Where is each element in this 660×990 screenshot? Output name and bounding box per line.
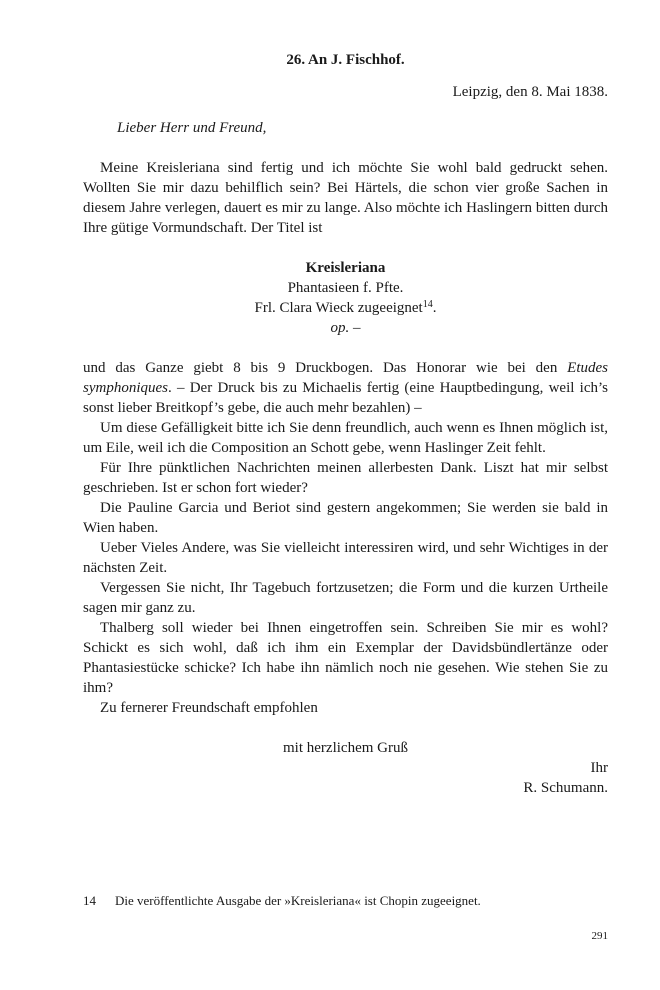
footnote-text: Die veröffentlichte Ausgabe der »Kreisleriana« ist Chopin zugeeignet. (115, 893, 481, 908)
paragraph-2-part-1: und das Ganze giebt 8 bis 9 Druckbogen. Das Honorar wie bei den (83, 360, 568, 376)
salutation: Lieber Herr und Freund, (117, 120, 267, 136)
letter-heading: 26. An J. Fischhof. (286, 52, 405, 68)
page-number: 291 (591, 930, 608, 942)
title-block (83, 258, 608, 338)
paragraph-1: Meine Kreisleriana sind fertig und ich möchte Sie wohl bald gedruckt sehen. Wollten Sie mir dazu behilflich sein? Bei Härtels, die schon vier große Sachen in diesem Jahre verlegen, dauert es mir zu lange. Also möchte ich Haslingern bitten durch Ihre gütige Vormundschaft. Der Titel ist (83, 160, 608, 236)
letter-page (83, 50, 608, 798)
paragraph-2-italic: Etudes symphoniques (83, 360, 608, 396)
paragraph-7: Vergessen Sie nicht, Ihr Tagebuch fortzusetzen; die Form und die kurzen Urtheile sagen mir ganz zu. (83, 580, 608, 616)
dateline: Leipzig, den 8. Mai 1838. (452, 84, 608, 100)
signature-name: R. Schumann. (523, 780, 608, 796)
paragraph-6: Ueber Vieles Andere, was Sie vielleicht interessiren wird, und sehr Wichtiges in der nächsten Zeit. (83, 540, 608, 576)
title-line-1: Kreisleriana (305, 260, 386, 276)
title-line-3-end: . (432, 300, 437, 316)
paragraph-5: Die Pauline Garcia und Beriot sind gestern angekommen; Sie werden sie bald in Wien haben. (83, 500, 608, 536)
paragraph-4: Für Ihre pünktlichen Nachrichten meinen allerbesten Dank. Liszt hat mir selbst geschrieben. Ist er schon fort wieder? (83, 460, 608, 496)
title-line-3 (83, 298, 608, 318)
signature-ihr: Ihr (590, 760, 608, 776)
paragraph-2-part-2: . – Der Druck bis zu Michaelis fertig (eine Hauptbedingung, weil ich’s sonst lieber Breitkopf’s gebe, die auch mehr bezahlen) – (83, 380, 608, 416)
paragraph-3: Um diese Gefälligkeit bitte ich Sie denn freundlich, auch wenn es Ihnen möglich ist, um Eile, weil ich die Composition an Schott gebe, wenn Haslinger Zeit fehlt. (83, 420, 608, 456)
closing-line: mit herzlichem Gruß (283, 740, 408, 756)
paragraph-8: Thalberg soll wieder bei Ihnen eingetroffen sein. Schreiben Sie mir es wohl? Schickt es sich wohl, daß ich ihm ein Exemplar der Davidsbündlertänze oder Phantasiestücke schicke? Ich habe ihn nämlich noch nie gesehen. Wie stehen Sie zu ihm? (83, 620, 608, 696)
footnote-number: 14 (83, 893, 96, 908)
title-line-3-text: Frl. Clara Wieck zugeeignet (254, 300, 423, 316)
paragraph-9: Zu fernerer Freundschaft empfohlen (100, 700, 318, 716)
footnote (83, 892, 608, 910)
title-line-4: op. – (330, 320, 361, 336)
paragraph-2 (83, 358, 608, 418)
footnote-reference[interactable]: 14 (422, 299, 433, 310)
title-line-2: Phantasieen f. Pfte. (287, 280, 404, 296)
